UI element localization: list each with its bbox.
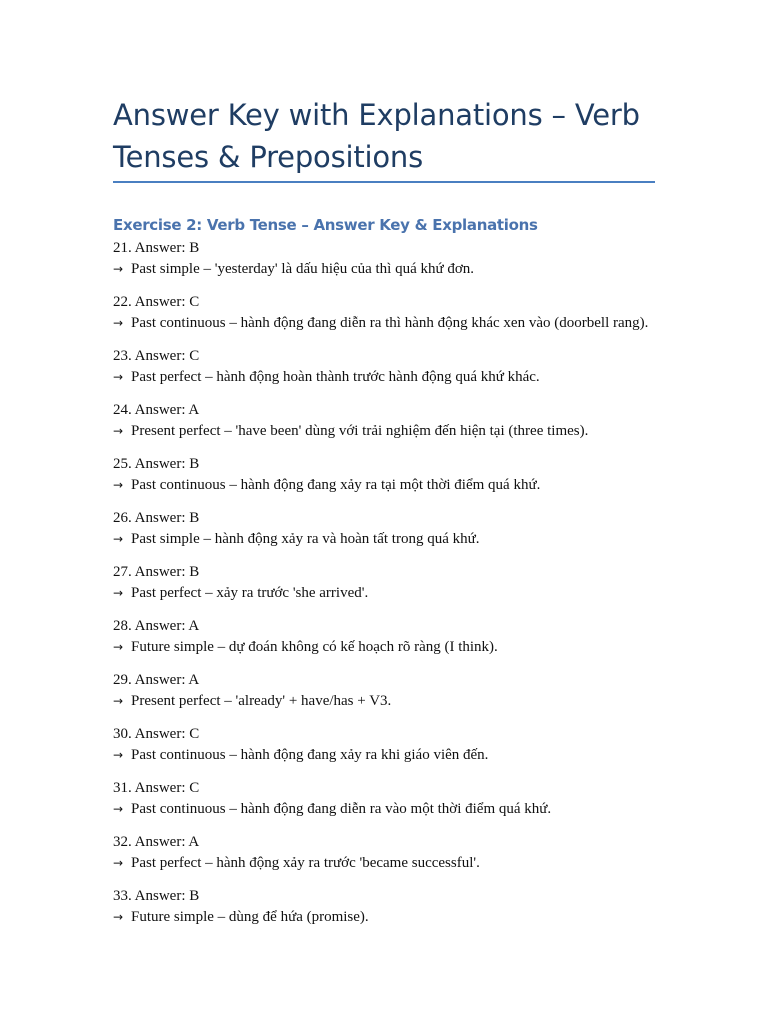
answer-list xyxy=(113,238,655,928)
list-item xyxy=(113,832,655,874)
arrow-right-icon: → xyxy=(113,910,124,924)
answer-line: 27. Answer: B xyxy=(113,564,200,580)
list-item xyxy=(113,238,655,280)
answer-line: 31. Answer: C xyxy=(113,780,200,796)
arrow-right-icon: → xyxy=(113,640,124,654)
list-item xyxy=(113,454,655,496)
list-item xyxy=(113,616,655,658)
explanation-line xyxy=(113,637,655,658)
section-heading: Exercise 2: Verb Tense – Answer Key & Explanations xyxy=(113,216,538,234)
list-item xyxy=(113,400,655,442)
title-divider xyxy=(113,181,655,183)
explanation-text: Past perfect – hành động hoàn thành trước hành động quá khứ khác. xyxy=(131,369,540,385)
explanation-line xyxy=(113,799,655,820)
arrow-right-icon: → xyxy=(113,694,124,708)
list-item xyxy=(113,670,655,712)
arrow-right-icon: → xyxy=(113,478,124,492)
list-item xyxy=(113,346,655,388)
explanation-line xyxy=(113,475,655,496)
page-title: Answer Key with Explanations – Verb Tenses & Prepositions xyxy=(113,98,640,174)
answer-line: 26. Answer: B xyxy=(113,510,200,526)
explanation-line xyxy=(113,907,655,928)
explanation-text: Present perfect – 'already' + have/has + V3. xyxy=(131,693,392,709)
answer-line: 32. Answer: A xyxy=(113,834,200,850)
explanation-text: Past continuous – hành động đang diễn ra thì hành động khác xen vào (doorbell rang). xyxy=(131,315,649,331)
explanation-text: Future simple – dự đoán không có kế hoạch rõ ràng (I think). xyxy=(131,639,498,655)
arrow-right-icon: → xyxy=(113,532,124,546)
explanation-line xyxy=(113,259,655,280)
answer-line: 22. Answer: C xyxy=(113,294,200,310)
explanation-line xyxy=(113,745,655,766)
explanation-line xyxy=(113,421,655,442)
arrow-right-icon: → xyxy=(113,856,124,870)
list-item xyxy=(113,562,655,604)
explanation-line xyxy=(113,583,655,604)
arrow-right-icon: → xyxy=(113,262,124,276)
document-page xyxy=(113,94,655,940)
explanation-line xyxy=(113,367,655,388)
answer-line: 29. Answer: A xyxy=(113,672,200,688)
answer-line: 25. Answer: B xyxy=(113,456,200,472)
explanation-line xyxy=(113,853,655,874)
explanation-text: Past perfect – xảy ra trước 'she arrived'. xyxy=(131,585,369,601)
explanation-text: Present perfect – 'have been' dùng với trải nghiệm đến hiện tại (three times). xyxy=(131,423,589,439)
answer-line: 33. Answer: B xyxy=(113,888,200,904)
explanation-line xyxy=(113,691,655,712)
explanation-text: Past simple – 'yesterday' là dấu hiệu của thì quá khứ đơn. xyxy=(131,261,475,277)
arrow-right-icon: → xyxy=(113,586,124,600)
arrow-right-icon: → xyxy=(113,424,124,438)
list-item xyxy=(113,886,655,928)
list-item xyxy=(113,292,655,334)
explanation-text: Past perfect – hành động xảy ra trước 'became successful'. xyxy=(131,855,480,871)
explanation-text: Past continuous – hành động đang xảy ra khi giáo viên đến. xyxy=(131,747,489,763)
list-item xyxy=(113,508,655,550)
arrow-right-icon: → xyxy=(113,748,124,762)
arrow-right-icon: → xyxy=(113,802,124,816)
explanation-text: Past continuous – hành động đang diễn ra vào một thời điểm quá khứ. xyxy=(131,801,552,817)
answer-line: 24. Answer: A xyxy=(113,402,200,418)
explanation-line xyxy=(113,313,655,334)
list-item xyxy=(113,724,655,766)
arrow-right-icon: → xyxy=(113,316,124,330)
arrow-right-icon: → xyxy=(113,370,124,384)
answer-line: 21. Answer: B xyxy=(113,240,200,256)
answer-line: 30. Answer: C xyxy=(113,726,200,742)
list-item xyxy=(113,778,655,820)
explanation-line xyxy=(113,529,655,550)
explanation-text: Past continuous – hành động đang xảy ra tại một thời điểm quá khứ. xyxy=(131,477,541,493)
explanation-text: Future simple – dùng để hứa (promise). xyxy=(131,909,369,925)
answer-line: 28. Answer: A xyxy=(113,618,200,634)
answer-line: 23. Answer: C xyxy=(113,348,200,364)
explanation-text: Past simple – hành động xảy ra và hoàn tất trong quá khứ. xyxy=(131,531,480,547)
